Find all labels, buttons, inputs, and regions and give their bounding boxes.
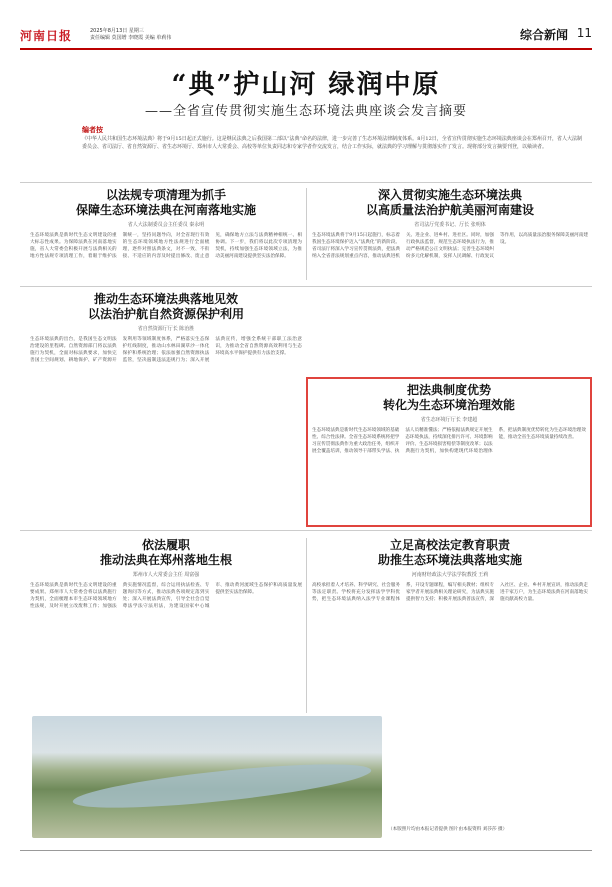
- article-title-text: 依法履职 推动法典在郑州落地生根: [99, 538, 232, 567]
- article-title: [30, 188, 302, 218]
- main-subtitle: ——全省宣传贯彻实施生态环境法典座谈会发言摘要: [144, 104, 467, 119]
- editor-note-label: 编者按: [82, 125, 103, 134]
- article-byline: 河南财经政法大学法学院教授 王莉: [411, 572, 489, 578]
- article-byline: 省司法厅党委书记、厅长 张明体: [414, 222, 486, 228]
- article-body: 生态环境法典是新时代生态环境领域的基础性、综合性法律。全省生态环境系统将把学习宣传贯彻法典作为重大政治任务，组织开展全覆盖培训，推动领导干部带头学法、执法人员精准懂法；严格依据法典规定开展生态环境执法，持续深化排污许可、环境影响评价、生态环境损害赔偿等制度改革；以法典施行为契机，加快构建现代环境治理体系，把法典制度优势转化为生态环境治理效能，推动全省生态环境质量持续改善。: [312, 428, 586, 454]
- article-title-text: 深入贯彻实施生态环境法典 以高质量法治护航美丽河南建设: [365, 188, 534, 217]
- editors-line: 责任编辑 莫国增 李晓霞 美编 单莉伟: [90, 35, 172, 41]
- divider: [306, 188, 307, 280]
- section-name: 综合新闻: [519, 28, 568, 42]
- divider: [306, 538, 307, 713]
- header-meta: [90, 28, 171, 42]
- article-body: 生态环境法典是新时代生态文明建设的重要成果。郑州市人大常委会将以法典施行为契机，全面梳理本市生态环境领域地方性法规，及时开展立改废释工作；加强法典实施情况监督，综合运用执法检查、专题询问等方式，推动法典各项规定落到实处；深入开展法典宣传，引导全社会自觉尊法学法守法用法，为建设国家中心城市、推动黄河流域生态保护和高质量发展提供坚实法治保障。: [30, 583, 302, 609]
- article-title: [30, 292, 302, 322]
- article-byline: 省自然资源厅厅长 陈治胜: [137, 326, 195, 332]
- article-title: [312, 188, 588, 218]
- article-3: [30, 292, 302, 516]
- article-byline: 省人大法制委员会主任委员 秦永明: [127, 222, 205, 228]
- divider: [20, 182, 592, 183]
- article-body: 生态环境法典的出台，是我国生态文明法治建设的里程碑。自然资源部门将以法典施行为契机，全面对标法典要求，加快完善国土空间规划、耕地保护、矿产资源开发利用等领域制度体系，严格落实生态保护红线制度，推动山水林田湖草沙一体化保护和系统治理；依法加强自然资源执法监管，坚决遏制违法违规行为；深入开展法典宣传，增强全系统干部职工法治意识，为推动全省自然资源高效利用与生态环境高水平保护提供有力法治支撑。: [30, 337, 302, 363]
- article-byline: 省生态环境厅厅长 李建超: [420, 417, 478, 423]
- article-title: [312, 538, 588, 568]
- article-title-text: 立足高校法定教育职责 助推生态环境法典落地实施: [377, 538, 522, 567]
- river-shape: [71, 755, 372, 816]
- editor-note: [82, 125, 582, 183]
- header-rule: [20, 48, 592, 50]
- article-body: 高校承担着人才培养、科学研究、社会服务等法定职责。学校将充分发挥法学学科优势，把生态环境法典纳入法学专业课程体系，开设专题课程，编写相关教材；组织专家学者开展法典相关理论研究，为法典实施提供智力支持；积极开展法典普法宣传，深入社区、企业、乡村开展宣讲，推动法典走进千家万户，为生态环境法典在河南落地实施贡献高校力量。: [312, 583, 588, 602]
- article-title: [312, 383, 586, 413]
- article-byline: 郑州市人大常委会主任 周富强: [132, 572, 200, 578]
- footer-rule: [20, 850, 592, 851]
- article-body: 生态环境法典将于9月15日起施行，标志着我国生态环境保护迈入“法典化”的新阶段。省司法厅将深入学习宣传贯彻法典，把法典纳入全省普法规划重点内容，推动法典进机关、进企业、进乡村、进社区。同时，加强行政执法监督，规范生态环境执法行为，推动严格规范公正文明执法；完善生态环境纠纷多元化解机制，发挥人民调解、行政复议等作用，以高质量法治服务保障美丽河南建设。: [312, 233, 588, 259]
- article-body: 生态环境法典是新时代生态文明建设的重大标志性成果。为保障法典在河南落地实施，省人大常委会积极开展与法典相关的地方性法规专项清理工作，着眼于维护法制统一，坚持问题导向，对全省现行有效的生态环境领域地方性法规进行全面梳理，逐件对照法典条文，对不一致、不衔接、不适应的内容及时提出修改、废止意见，确保地方立法与法典精神相统一、相协调。下一步，我们将以此次专项清理为契机，持续加强生态环境领域立法，为推动美丽河南建设提供坚实法治保障。: [30, 233, 302, 259]
- landscape-photo: [32, 716, 382, 838]
- divider: [20, 530, 592, 531]
- photo-caption: （本版照片均由本报记者提供 图片由本报资料 刘莎莎 摄）: [388, 827, 508, 832]
- article-2: [312, 188, 588, 290]
- article-title-text: 推动生态环境法典落地见效 以法治护航自然资源保护利用: [87, 292, 244, 321]
- article-title-text: 把法典制度优势 转化为生态环境治理效能: [382, 383, 515, 412]
- paper-logo: 河南日报: [20, 29, 73, 43]
- article-1: [30, 188, 302, 290]
- main-title: “典”护山河 绿润中原: [171, 70, 441, 100]
- article-title: [30, 538, 302, 568]
- divider: [20, 286, 592, 287]
- date-line: 2025年8月13日 星期三: [90, 28, 144, 34]
- article-title-text: 以法规专项清理为抓手 保障生态环境法典在河南落地实施: [75, 188, 256, 217]
- page-header: [20, 26, 592, 46]
- page-number: 11: [576, 26, 592, 40]
- article-5: [30, 538, 302, 710]
- editor-note-text: 《中华人民共和国生态环境法典》将于9月15日起正式施行。这是继民法典之后我国第二部以“法典”命名的法律，进一步完善了生态环境法律制度体系。8月12日，全省宣传贯彻实施生态环境法典座谈会在郑州召开，省人大法制委员会、省司法厅、省自然资源厅、省生态环境厅、郑州市人大常委会、高校等单位负责同志和专家学者作交流发言，结合工作实际，就法典的学习理解与贯彻落实作了发言。现将部分发言摘要刊登，以飨读者。: [82, 136, 582, 150]
- article-4-highlighted: [306, 377, 592, 527]
